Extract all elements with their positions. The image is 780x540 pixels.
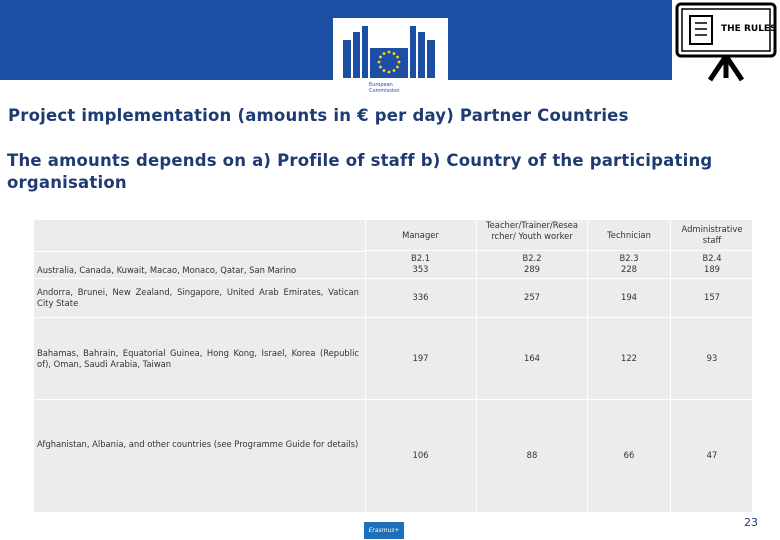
table-cell: 157 xyxy=(704,292,720,302)
table-cell: 353 xyxy=(412,264,429,274)
erasmus-logo: Erasmus+ xyxy=(364,522,404,539)
code-manager: B2.1 xyxy=(410,253,431,263)
page-subtitle: The amounts depends on a) Profile of staff b) Country of the participating organisation xyxy=(7,151,713,192)
table-cell: 336 xyxy=(412,292,429,302)
logo-text: European Commission xyxy=(369,82,400,94)
rules-label: THE RULES xyxy=(721,24,777,34)
table-cell: 189 xyxy=(704,264,720,274)
table-cell: 106 xyxy=(412,450,429,460)
table-cell: 122 xyxy=(621,353,637,363)
header-teacher: Teacher/Trainer/Resea rcher/ Youth worker xyxy=(485,220,579,241)
table-row-countries: Andorra, Brunei, New Zealand, Singapore, United Arab Emirates, Vatican City State xyxy=(37,287,359,308)
table-row-countries: Australia, Canada, Kuwait, Macao, Monaco, Qatar, San Marino xyxy=(37,265,297,275)
the-rules-board-icon xyxy=(672,0,780,86)
table-cell: 93 xyxy=(706,353,718,363)
table-cell: 228 xyxy=(621,264,637,274)
table-cell: 47 xyxy=(706,450,718,460)
header-technician: Technician xyxy=(607,230,651,240)
allowance-table xyxy=(34,220,752,512)
code-technician: B2.3 xyxy=(619,253,639,263)
table-row-countries: Bahamas, Bahrain, Equatorial Guinea, Hong Kong, Israel, Korea (Republic of), Oman, Saudi Arabia, Taiwan xyxy=(37,348,359,369)
code-administrative: B2.4 xyxy=(702,253,722,263)
table-cell: 257 xyxy=(524,292,540,302)
table-cell: 88 xyxy=(526,450,538,460)
european-commission-logo xyxy=(333,18,448,100)
page-title: Project implementation (amounts in € per day) Partner Countries xyxy=(8,106,629,125)
table-cell: 66 xyxy=(623,450,635,460)
table-cell: 289 xyxy=(524,264,540,274)
page-number: 23 xyxy=(744,516,758,529)
header-manager: Manager xyxy=(402,230,439,240)
table-cell: 194 xyxy=(621,292,637,302)
table-cell: 197 xyxy=(412,353,429,363)
header-administrative: Administrative staff xyxy=(681,224,743,245)
table-cell: 164 xyxy=(524,353,540,363)
code-teacher: B2.2 xyxy=(522,253,542,263)
table-row-countries: Afghanistan, Albania, and other countries (see Programme Guide for details) xyxy=(37,439,359,449)
